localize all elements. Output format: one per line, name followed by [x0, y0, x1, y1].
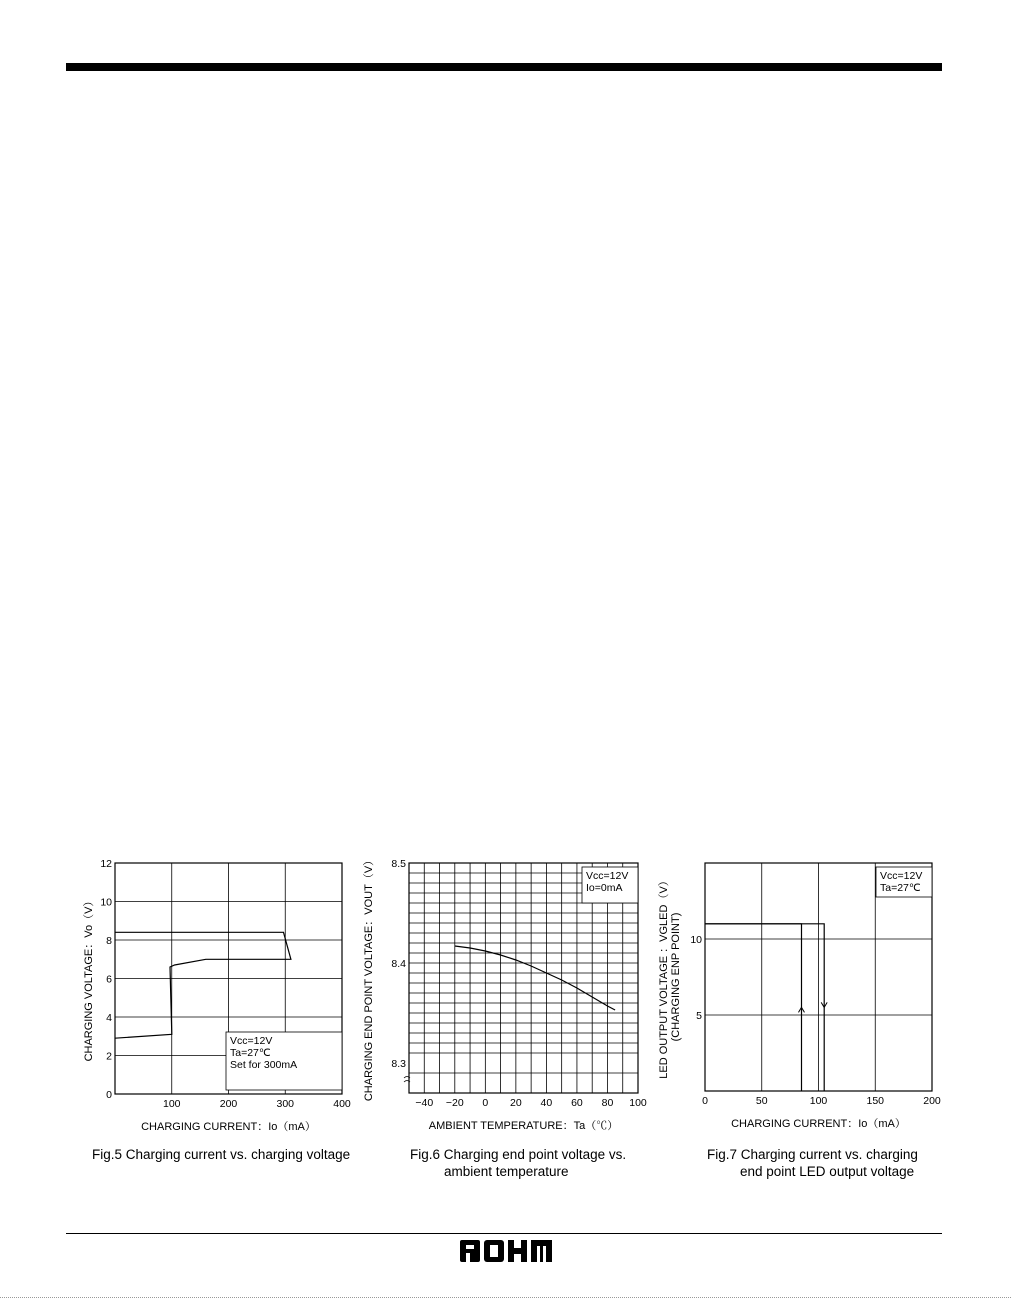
x-tick-label: 200: [219, 1098, 238, 1110]
series-line: [705, 924, 824, 1091]
x-tick-label: 100: [629, 1097, 647, 1109]
fig7-caption-line2: end point LED output voltage: [740, 1164, 915, 1179]
header-rule: [66, 63, 942, 71]
y-tick-label: 8.3: [391, 1058, 406, 1070]
y-tick-label: 10: [100, 896, 112, 909]
x-tick-label: 20: [510, 1097, 522, 1109]
y-tick-label: 10: [690, 934, 702, 946]
chart-fig7: [655, 845, 955, 1145]
footer-rule: [66, 1233, 942, 1234]
y-tick-label: 8: [106, 935, 112, 947]
series-line: [455, 946, 615, 1010]
y-axis-label: (CHARGING ENP POINT): [670, 912, 682, 1042]
y-tick-label: 8.4: [391, 958, 406, 970]
fig6-caption: [410, 1146, 626, 1180]
series-line: [115, 932, 291, 1038]
fig5-caption-text: Fig.5 Charging current vs. charging voltage: [92, 1147, 351, 1162]
x-axis-label: CHARGING CURRENT：Io（mA）: [731, 1118, 906, 1130]
y-axis-label: LED OUTPUT VOLTAGE ：VGLED（V）: [658, 875, 670, 1079]
x-tick-label: 100: [162, 1098, 181, 1110]
rohm-logo: [460, 1240, 552, 1262]
chart-fig5-svg: [80, 845, 370, 1145]
y-tick-label: 4: [106, 1012, 112, 1024]
annotation-text: Vcc=12V: [586, 870, 629, 882]
annotation-text: Io=0mA: [586, 882, 623, 894]
chart-fig6-svg: [360, 845, 660, 1145]
annotation-text: Vcc=12V: [230, 1035, 273, 1047]
fig6-caption-line2: ambient temperature: [444, 1164, 569, 1179]
x-tick-label: 80: [601, 1097, 614, 1109]
y-tick-label: 0: [106, 1089, 112, 1101]
chart-fig7-svg: [655, 845, 955, 1145]
y-tick-label: 6: [106, 973, 112, 986]
page-edge-dots: [0, 1297, 1011, 1298]
fig6-caption-line1: Fig.6 Charging end point voltage vs.: [410, 1147, 627, 1162]
y-axis-label: CHARGING VOLTAGE：Vo（V）: [83, 895, 95, 1062]
annotation-text: Ta=27℃: [880, 882, 921, 894]
chart-fig6: [360, 845, 660, 1145]
x-tick-label: 100: [809, 1095, 828, 1107]
x-tick-label: −20: [445, 1097, 464, 1109]
annotation-text: Set for 300mA: [230, 1059, 298, 1071]
y-tick-label: 2: [106, 1050, 112, 1063]
fig5-caption: [92, 1146, 350, 1163]
x-tick-label: 40: [540, 1097, 553, 1109]
y-tick-label: 8.5: [391, 858, 406, 870]
series-line: [705, 924, 802, 1091]
y-tick-label: 12: [100, 858, 112, 870]
x-tick-label: 50: [755, 1095, 768, 1107]
annotation-text: Vcc=12V: [880, 870, 923, 882]
x-tick-label: 400: [333, 1098, 351, 1110]
x-tick-label: 0: [482, 1097, 489, 1109]
fig7-caption-line1: Fig.7 Charging current vs. charging: [707, 1147, 918, 1162]
y-axis-label: CHARGING END POINT VOLTAGE：VOUT（V）: [363, 854, 375, 1102]
chart-fig5: [80, 845, 370, 1145]
x-tick-label: 300: [276, 1098, 295, 1110]
x-tick-label: 200: [923, 1095, 941, 1107]
x-tick-label: −40: [415, 1097, 434, 1109]
annotation-text: Ta=27℃: [230, 1047, 271, 1059]
fig7-caption: [707, 1146, 918, 1180]
x-axis-label: CHARGING CURRENT：Io（mA）: [141, 1121, 316, 1133]
x-tick-label: 60: [571, 1097, 583, 1109]
x-tick-label: 0: [702, 1095, 708, 1107]
x-tick-label: 150: [866, 1095, 885, 1107]
x-axis-label: AMBIENT TEMPERATURE：Ta（℃）: [428, 1120, 619, 1132]
y-tick-label: 5: [696, 1010, 702, 1022]
